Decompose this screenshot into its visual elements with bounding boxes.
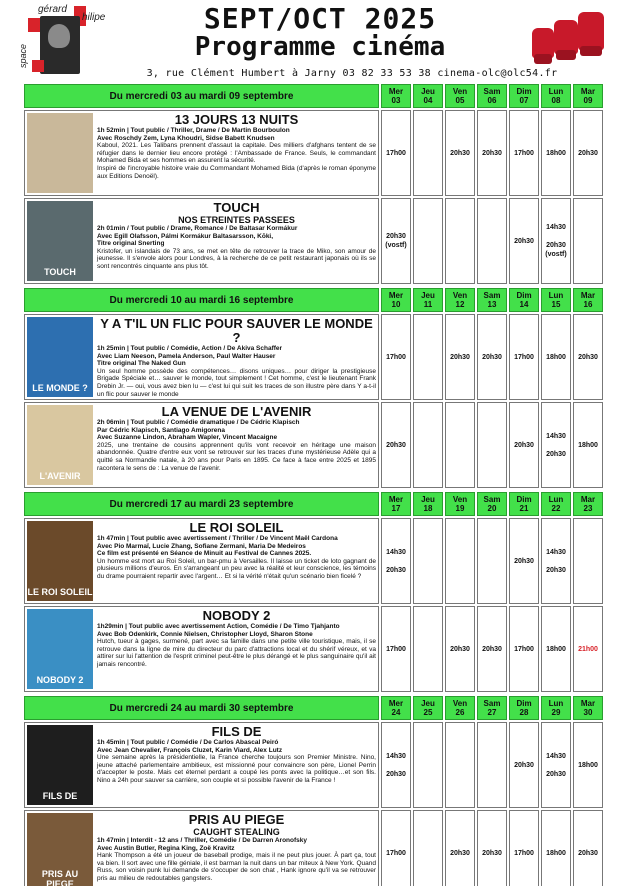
- movie-title: PRIS AU PIEGE: [188, 813, 285, 827]
- movie-text: [93, 725, 376, 805]
- movie-description: Un homme est mort au Roi Soleil, un bar-pmu à Versailles. Il laisse un ticket de loto gagnant de plusieurs millions d'euros. En s'arrangeant un peu avec la réalité et leur conscience, les témoins du drame pourraient repartir avec l'argent… Et si la vérité n'était qu'un scénario bien ficelé ?: [97, 557, 376, 580]
- movie-text: [93, 201, 376, 281]
- day-number: 13: [487, 300, 497, 309]
- day-header: [541, 492, 571, 516]
- day-name: Ven: [452, 87, 468, 96]
- movie-details: 2h 01min / Tout public / Drame, Romance / De Baltasar Kormákur Avec Egill Olafsson, Pálmi Kormákur Baltasarsson, Kōki, Titre original Snerting: [97, 225, 298, 248]
- showtime-cell: [413, 722, 443, 808]
- showtime-cell: [445, 722, 475, 808]
- showtime-cell: 17h00: [381, 606, 411, 692]
- showtime-cell: 14h30 20h30: [381, 518, 411, 604]
- page-title: SEPT/OCT 2025: [203, 2, 437, 35]
- day-number: 06: [487, 96, 497, 105]
- day-name: Mar: [580, 699, 596, 708]
- showtime-cell: 20h30: [381, 402, 411, 488]
- week-header: [24, 696, 606, 720]
- day-name: Mer: [388, 495, 404, 504]
- day-name: Jeu: [421, 291, 435, 300]
- schedule-grid: [24, 84, 606, 886]
- movie-text: [93, 813, 376, 886]
- poster-title: LE ROI SOLEIL: [27, 587, 93, 597]
- day-name: Lun: [548, 291, 564, 300]
- movie-info: [24, 810, 379, 886]
- poster-title: NOBODY 2: [36, 675, 84, 685]
- movie-title: LA VENUE DE L'AVENIR: [161, 405, 312, 419]
- movie-info: [24, 110, 379, 196]
- day-name: Lun: [548, 495, 564, 504]
- showtime-cell: 20h30: [445, 314, 475, 400]
- day-name: Sam: [483, 291, 501, 300]
- movie-row: [24, 606, 606, 692]
- page-subtitle: Programme cinéma: [194, 32, 446, 62]
- movie-row: [24, 198, 606, 284]
- day-number: 17: [391, 504, 401, 513]
- showtime-cell: 18h00: [541, 810, 571, 886]
- day-number: 24: [391, 708, 401, 717]
- movie-description: Un seul homme possède des compétences… disons uniques… pour diriger la prestigieuse Brigade Spéciale et… sauver le monde, tout simplement ! Cet homme, c'est le lieutenant Frank Drebin Jr. — oui, vous avez bien lu — c'est lui qui suit les traces de son illustre père dans Y a-t-il un flic pour sauver le monde: [97, 367, 376, 397]
- day-name: Sam: [483, 87, 501, 96]
- day-name: Mar: [580, 495, 596, 504]
- day-header: [381, 84, 411, 108]
- week-label: Du mercredi 03 au mardi 09 septembre: [24, 84, 379, 108]
- movie-text: [93, 609, 376, 689]
- logo-text: hilipe: [82, 12, 106, 23]
- cinema-seats-icon: [528, 10, 608, 64]
- showtime-cell: 17h00: [381, 110, 411, 196]
- showtime-cell: [413, 402, 443, 488]
- showtime-cell: 18h00: [541, 314, 571, 400]
- showtime-cell: 20h30: [445, 606, 475, 692]
- day-name: Mer: [388, 291, 404, 300]
- movie-title: FILS DE: [211, 725, 262, 739]
- showtime-cell: [445, 198, 475, 284]
- day-number: 21: [519, 504, 529, 513]
- movie-text: [93, 113, 376, 193]
- day-header: [413, 492, 443, 516]
- logo-portrait: [40, 16, 80, 74]
- movie-row: [24, 518, 606, 604]
- movie-text: [93, 317, 376, 397]
- day-number: 14: [519, 300, 529, 309]
- day-name: Ven: [452, 699, 468, 708]
- showtime-cell: 17h00: [509, 810, 539, 886]
- movie-info: [24, 606, 379, 692]
- showtime-cell: 20h30: [573, 314, 603, 400]
- day-header: [413, 696, 443, 720]
- movie-row: [24, 110, 606, 196]
- day-name: Jeu: [421, 699, 435, 708]
- showtime-cell: 20h30: [445, 810, 475, 886]
- day-header: [541, 696, 571, 720]
- movie-row: [24, 402, 606, 488]
- movie-title: Y A T'IL UN FLIC POUR SAUVER LE MONDE ?: [100, 317, 373, 345]
- showtime-cell: 20h30: [477, 606, 507, 692]
- day-name: Sam: [483, 495, 501, 504]
- movie-description: Kaboul, 2021. Les Talibans prennent d'assaut la capitale. Des milliers d'afghans tentent de se réfugier dans le dernier lieu encore protégé : l'Ambassade de France. Seuls, le commandant Mohamed Bida et ses hommes en assurent la sécurité. Inspiré de l'incroyable histoire vraie du Commandant Mohamed Bida (d'après le roman éponyme aux Editions Denoël).: [97, 142, 376, 180]
- day-header: [573, 696, 603, 720]
- poster-title: L'AVENIR: [39, 471, 81, 481]
- movie-info: [24, 198, 379, 284]
- day-number: 16: [583, 300, 593, 309]
- showtime-cell: 17h00: [509, 606, 539, 692]
- showtime-cell: 21h00: [573, 606, 603, 692]
- day-header: [509, 84, 539, 108]
- day-number: 26: [455, 708, 465, 717]
- showtime-cell: [477, 722, 507, 808]
- movie-poster: [27, 405, 93, 485]
- movie-poster: [27, 201, 93, 281]
- day-header: [573, 288, 603, 312]
- movie-subtitle: CAUGHT STEALING: [193, 827, 280, 837]
- day-header: [477, 696, 507, 720]
- movie-subtitle: NOS ETREINTES PASSEES: [178, 215, 295, 225]
- day-number: 19: [455, 504, 465, 513]
- movie-poster: [27, 113, 93, 193]
- showtime-cell: 14h30 20h30 (vostf): [541, 198, 571, 284]
- showtime-cell: [413, 606, 443, 692]
- day-number: 23: [583, 504, 593, 513]
- showtime-cell: 14h30 20h30: [541, 402, 571, 488]
- showtime-cell: 20h30: [509, 402, 539, 488]
- day-name: Lun: [548, 87, 564, 96]
- movie-info: [24, 314, 379, 400]
- movie-title: LE ROI SOLEIL: [189, 521, 284, 535]
- logo-text: space: [18, 43, 28, 68]
- day-number: 22: [551, 504, 561, 513]
- day-number: 25: [423, 708, 433, 717]
- movie-poster: [27, 725, 93, 805]
- day-header: [509, 696, 539, 720]
- logo-red-block: [32, 60, 44, 72]
- poster-title: LE MONDE ?: [32, 383, 88, 393]
- movie-info: [24, 518, 379, 604]
- cinema-logo: [20, 4, 110, 72]
- week-label: Du mercredi 17 au mardi 23 septembre: [24, 492, 379, 516]
- day-name: Dim: [516, 87, 532, 96]
- poster-title: TOUCH: [44, 267, 76, 277]
- showtime-cell: [413, 810, 443, 886]
- showtime-cell: 20h30 (vostf): [381, 198, 411, 284]
- movie-description: Une semaine après la présidentielle, la France cherche toujours son Premier Ministre. Nino, jeune attaché parlementaire ambitieux, est missionné pour convaincre son père, Lionel Perrin d'accepter le poste. Mais cet éternel perdant a coupé les ponts avec la politique…et son fils. Nino a 24h pour sauver sa carrière, son couple et si possible l'avenir de la France !: [97, 754, 376, 784]
- movie-details: 1h 47min | Interdit - 12 ans / Thriller, Comédie / De Darren Aronofsky Avec Austin Butler, Regina King, Zoë Kravitz: [97, 837, 307, 852]
- showtime-cell: [573, 518, 603, 604]
- showtime-cell: 17h00: [509, 314, 539, 400]
- week-header: [24, 492, 606, 516]
- cinema-address: 3, rue Clément Humbert à Jarny 03 82 33 53 38 cinema-olc@olc54.fr: [146, 68, 558, 79]
- movie-details: 1h 25min | Tout public / Comédie, Action / De Akiva Schaffer Avec Liam Neeson, Pamela Anderson, Paul Walter Hauser Titre original The Naked Gun: [97, 345, 283, 368]
- showtime-cell: 14h30 20h30: [541, 518, 571, 604]
- day-number: 08: [551, 96, 561, 105]
- showtime-cell: [477, 518, 507, 604]
- day-name: Ven: [452, 291, 468, 300]
- day-header: [477, 84, 507, 108]
- movie-title: NOBODY 2: [202, 609, 271, 623]
- showtime-cell: 20h30: [573, 810, 603, 886]
- day-name: Dim: [516, 291, 532, 300]
- movie-info: [24, 402, 379, 488]
- movie-row: [24, 722, 606, 808]
- movie-title: 13 JOURS 13 NUITS: [174, 113, 299, 127]
- showtime-cell: 20h30: [573, 110, 603, 196]
- day-header: [413, 84, 443, 108]
- day-header: [541, 84, 571, 108]
- day-number: 03: [391, 96, 401, 105]
- day-header: [573, 84, 603, 108]
- showtime-cell: [413, 198, 443, 284]
- movie-description: Hutch, tueur à gages, surmené, part avec sa famille dans une petite ville touristique, mais, il se retrouve dans la ligne de mire du directeur du parc d'attractions local et du shérif véreux, et va attirer sur lui l'attention de l'esprit criminel peut-être le plus dérangé et le plus sanguinaire qu'il ait jamais rencontré.: [97, 638, 376, 668]
- showtime-cell: 20h30: [477, 314, 507, 400]
- showtime-cell: 17h00: [381, 810, 411, 886]
- day-number: 10: [391, 300, 401, 309]
- day-header: [541, 288, 571, 312]
- showtime-cell: 17h00: [381, 314, 411, 400]
- movie-info: [24, 722, 379, 808]
- day-name: Lun: [548, 699, 564, 708]
- day-number: 05: [455, 96, 465, 105]
- showtime-cell: [477, 402, 507, 488]
- showtime-cell: 18h00: [573, 722, 603, 808]
- showtime-cell: [413, 518, 443, 604]
- day-number: 28: [519, 708, 529, 717]
- day-number: 11: [423, 300, 433, 309]
- showtime-cell: 14h30 20h30: [541, 722, 571, 808]
- day-number: 20: [487, 504, 497, 513]
- movie-details: 1h 45min | Tout public / Comédie / De Carlos Abascal Peiró Avec Jean Chevalier, François Cluzet, Karin Viard, Alex Lutz: [97, 739, 283, 754]
- day-name: Mar: [580, 291, 596, 300]
- poster-title: FILS DE: [42, 791, 78, 801]
- day-number: 07: [519, 96, 529, 105]
- movie-details: 1h 47min | Tout public avec avertissement / Thriller / De Vincent Maël Cardona Avec Pio Marmaï, Lucie Zhang, Sofiane Zermani, Maria De Medeiros Ce film est présenté en Séance de Minuit au Festival de Cannes 2025.: [97, 535, 338, 558]
- movie-poster: [27, 609, 93, 689]
- day-name: Sam: [483, 699, 501, 708]
- day-header: [445, 696, 475, 720]
- showtime-cell: 20h30: [509, 518, 539, 604]
- movie-row: [24, 314, 606, 400]
- day-header: [445, 492, 475, 516]
- movie-title: TOUCH: [213, 201, 260, 215]
- day-name: Mer: [388, 87, 404, 96]
- day-number: 29: [551, 708, 561, 717]
- movie-description: Hank Thompson a été un joueur de baseball prodige, mais il ne peut plus jouer. À part ça, tout va bien. Il sort avec une fille géniale, il est barman la nuit dans un bar miteux à New York. Quand Russ, son voisin punk lui demande de s'occuper de son chat , Hank ignore qu'il va se retrouver pris au milieu de redoutables gangsters.: [97, 852, 376, 882]
- day-name: Jeu: [421, 87, 435, 96]
- movie-description: Kristofer, un islandais de 73 ans, se met en tête de retrouver la trace de Miko, son amour de jeunesse. Il s'envole alors pour Londres, à la recherche de ce petit restaurant japonais où ils se sont rencontrés cinquante ans plus tôt.: [97, 247, 376, 270]
- showtime-cell: 20h30: [477, 810, 507, 886]
- day-header: [381, 696, 411, 720]
- movie-text: [93, 405, 376, 485]
- page-header: [0, 0, 623, 84]
- week-header: [24, 84, 606, 108]
- day-number: 15: [551, 300, 561, 309]
- day-header: [381, 492, 411, 516]
- day-number: 04: [423, 96, 433, 105]
- showtime-cell: 18h00: [541, 606, 571, 692]
- day-number: 09: [583, 96, 593, 105]
- showtime-cell: 18h00: [573, 402, 603, 488]
- movie-details: 1h 52min | Tout public / Thriller, Drame / De Martin Bourboulon Avec Roschdy Zem, Lyna Khoudri, Sidse Babett Knudsen: [97, 127, 290, 142]
- day-header: [445, 288, 475, 312]
- week-label: Du mercredi 24 au mardi 30 septembre: [24, 696, 379, 720]
- showtime-cell: 20h30: [509, 722, 539, 808]
- showtime-cell: 18h00: [541, 110, 571, 196]
- week-label: Du mercredi 10 au mardi 16 septembre: [24, 288, 379, 312]
- day-number: 12: [455, 300, 465, 309]
- movie-poster: [27, 813, 93, 886]
- day-number: 30: [583, 708, 593, 717]
- movie-details: 1h29min | Tout public avec avertissement Action, Comédie / De Timo Tjahjanto Avec Bob Odenkirk, Connie Nielsen, Christopher Lloyd, Sharon Stone: [97, 623, 340, 638]
- showtime-cell: [413, 110, 443, 196]
- poster-title: PRIS AU PIEGE: [41, 869, 79, 886]
- showtime-cell: [573, 198, 603, 284]
- day-name: Mer: [388, 699, 404, 708]
- showtime-cell: 17h00: [509, 110, 539, 196]
- day-header: [509, 288, 539, 312]
- movie-poster: [27, 521, 93, 601]
- day-header: [477, 492, 507, 516]
- day-name: Mar: [580, 87, 596, 96]
- showtime-cell: 20h30: [477, 110, 507, 196]
- movie-details: 2h 06min | Tout public / Comédie dramatique / De Cédric Klapisch Par Cédric Klapisch, Santiago Amigorena Avec Suzanne Lindon, Abraham Wapler, Vincent Macaigne: [97, 419, 300, 442]
- day-header: [413, 288, 443, 312]
- movie-description: 2025, une trentaine de cousins apprennent qu'ils vont recevoir en héritage une maison abandonnée. Quatre d'entre eux vont se retrouver sur les traces d'une mystérieuse Adèle qui a quitté sa Normandie natale, à 20 ans pour Paris en 1895. Ce face à face entre 2025 et 1895 racontera le sens de : La venue de l'avenir.: [97, 441, 376, 472]
- showtime-cell: [445, 518, 475, 604]
- movie-row: [24, 810, 606, 886]
- day-header: [573, 492, 603, 516]
- day-name: Dim: [516, 699, 532, 708]
- day-number: 27: [487, 708, 497, 717]
- movie-poster: [27, 317, 93, 397]
- day-header: [509, 492, 539, 516]
- showtime-cell: [477, 198, 507, 284]
- day-header: [381, 288, 411, 312]
- day-name: Ven: [452, 495, 468, 504]
- day-number: 18: [423, 504, 433, 513]
- day-header: [477, 288, 507, 312]
- day-header: [445, 84, 475, 108]
- showtime-cell: 14h30 20h30: [381, 722, 411, 808]
- showtime-cell: 20h30: [445, 110, 475, 196]
- logo-text: gérard: [38, 4, 67, 15]
- showtime-cell: [413, 314, 443, 400]
- showtime-cell: [445, 402, 475, 488]
- movie-text: [93, 521, 376, 601]
- day-name: Dim: [516, 495, 532, 504]
- week-header: [24, 288, 606, 312]
- day-name: Jeu: [421, 495, 435, 504]
- showtime-cell: 20h30: [509, 198, 539, 284]
